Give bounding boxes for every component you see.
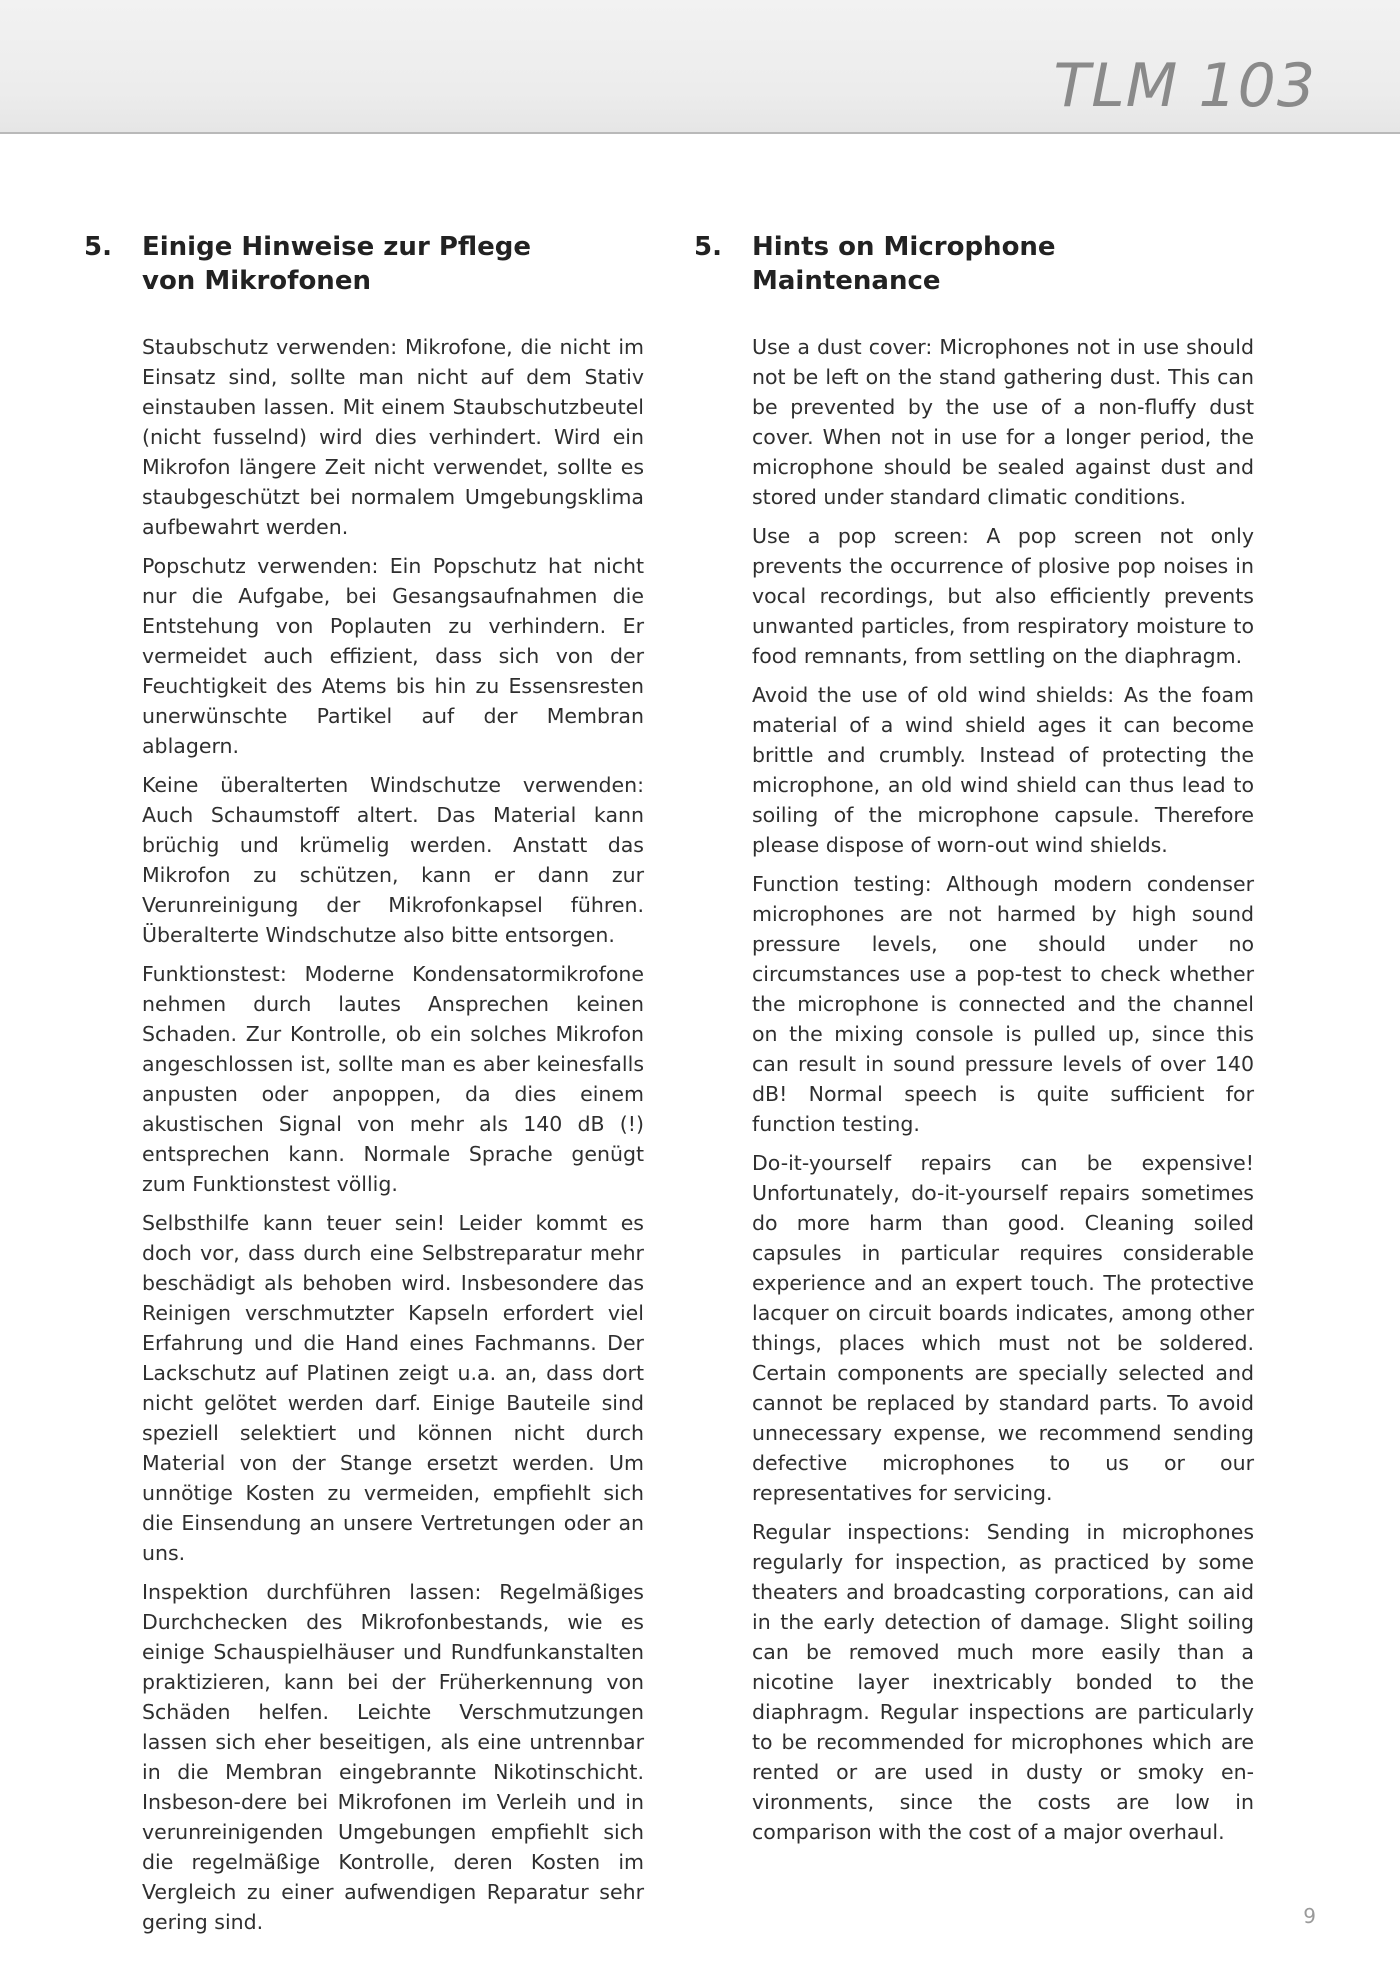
german-section-title: Einige Hinweise zur Pflege von Mikrofonen bbox=[142, 232, 532, 296]
german-paragraph-inspections: Inspektion durchführen lassen: Regelmäßiges Durchchecken des Mikrofonbestands, wie es einige Schauspielhäuser und Rundfunkanstalten praktizieren, kann bei der Früherkennung von Schäden helfen. Leichte Verschmutzungen lassen sich eher beseitigen, als eine untrennbar in die Membran eingebrannte Nikotinschicht. Insbeson-dere bei Mikrofonen im Verleih und in verunreinigenden Umgebungen empfiehlt sich die regelmäßige Kontrolle, deren Kosten im Vergleich zu einer aufwendigen Reparatur sehr gering sind. bbox=[142, 1580, 644, 1934]
english-paragraph-pop-screen: Use a pop screen: A pop screen not only prevents the occurrence of plosive pop noises in vocal recordings, but also efficiently prevents unwanted particles, from respiratory moisture to food remnants, from settling on the diaphragm. bbox=[752, 524, 1254, 668]
english-paragraph-diy-repairs: Do-it-yourself repairs can be expensive! Unfortunately, do-it-yourself repairs sometimes do more harm than good. Cleaning soiled capsules in particular requires considerable experience and an expert touch. The protective lacquer on circuit boards indicates, among other things, places which must not be soldered. Certain components are specially selected and cannot be replaced by standard parts. To avoid unnecessary expense, we recommend sending defective microphones to us or our representatives for servicing. bbox=[752, 1151, 1254, 1505]
english-section-number: 5. bbox=[694, 232, 722, 262]
german-paragraph-dust-cover: Staubschutz verwenden: Mikrofone, die nicht im Einsatz sind, sollte man nicht auf dem Stativ einstauben lassen. Mit einem Staubschutzbeutel (nicht fusselnd) wird dies verhindert. Wird ein Mikrofon längere Zeit nicht verwendet, sollte es staubgeschützt bei normalem Umgebungsklima aufbewahrt werden. bbox=[142, 335, 644, 539]
english-paragraph-dust-cover: Use a dust cover: Microphones not in use should not be left on the stand gathering dust. This can be prevented by the use of a non-fluffy dust cover. When not in use for a longer period, the microphone should be sealed against dust and stored under standard climatic conditions. bbox=[752, 335, 1254, 509]
english-column bbox=[694, 230, 1254, 1856]
english-paragraphs bbox=[752, 332, 1254, 1847]
german-paragraph-pop-screen: Popschutz verwenden: Ein Popschutz hat nicht nur die Aufgabe, bei Gesangsaufnahmen die Entstehung von Poplauten zu verhindern. Er vermeidet auch effizient, dass sich von der Feuchtigkeit des Atems bis hin zu Essensresten unerwünschte Partikel auf der Membran ablagern. bbox=[142, 554, 644, 758]
german-column bbox=[84, 230, 644, 1946]
german-section-heading bbox=[84, 230, 644, 298]
english-section-heading bbox=[694, 230, 1254, 298]
german-paragraph-diy-repairs: Selbsthilfe kann teuer sein! Leider kommt es doch vor, dass durch eine Selbstreparatur mehr beschädigt als behoben wird. Insbesondere das Reinigen verschmutzter Kapseln erfordert viel Erfahrung und die Hand eines Fachmanns. Der Lackschutz auf Platinen zeigt u.a. an, dass dort nicht gelötet werden darf. Einige Bauteile sind speziell selektiert und können nicht durch Material von der Stange ersetzt werden. Um unnötige Kosten zu vermeiden, empfiehlt sich die Einsendung an unsere Vertretungen oder an uns. bbox=[142, 1211, 644, 1565]
english-section-title: Hints on Microphone Maintenance bbox=[752, 232, 1056, 296]
english-paragraph-inspections: Regular inspections: Sending in microphones regularly for inspection, as practiced by some theaters and broadcasting corporations, can aid in the early detection of damage. Slight soiling can be removed much more easily than a nicotine layer inextricably bonded to the diaphragm. Regular inspections are particularly to be recommended for microphones which are rented or are used in dusty or smoky environments, since the costs are low in comparison with the cost of a major overhaul. bbox=[752, 1520, 1254, 1844]
page-number: 9 bbox=[1303, 1904, 1316, 1928]
german-paragraph-function-test: Funktionstest: Moderne Kondensatormikrofone nehmen durch lautes Ansprechen keinen Schaden. Zur Kontrolle, ob ein solches Mikrofon angeschlossen ist, sollte man es aber keinesfalls anpusten oder anpoppen, da dies einem akustischen Signal von mehr als 140 dB (!) entsprechen kann. Normale Sprache genügt zum Funktionstest völlig. bbox=[142, 962, 644, 1196]
header-band bbox=[0, 0, 1400, 134]
german-section-number: 5. bbox=[84, 232, 112, 262]
german-paragraph-wind-shields: Keine überalterten Windschutze verwenden: Auch Schaumstoff altert. Das Material kann brüchig und krümelig werden. Anstatt das Mikrofon zu schützen, kann er dann zur Verunreinigung der Mikrofonkapsel führen. Überalterte Windschutze also bitte entsorgen. bbox=[142, 773, 644, 947]
model-title: TLM 103 bbox=[1053, 51, 1316, 121]
english-paragraph-function-test: Function testing: Although modern condenser microphones are not harmed by high sound pressure levels, one should under no circumstances use a pop-test to check whether the microphone is connected and the channel on the mixing console is pulled up, since this can result in sound pressure levels of over 140 dB! Normal speech is quite sufficient for function testing. bbox=[752, 872, 1254, 1136]
english-paragraph-wind-shields: Avoid the use of old wind shields: As the foam material of a wind shield ages it can become brittle and crumbly. Instead of protecting the microphone, an old wind shield can thus lead to soiling of the microphone capsule. Therefore please dispose of worn-out wind shields. bbox=[752, 683, 1254, 857]
german-paragraphs bbox=[142, 332, 644, 1937]
